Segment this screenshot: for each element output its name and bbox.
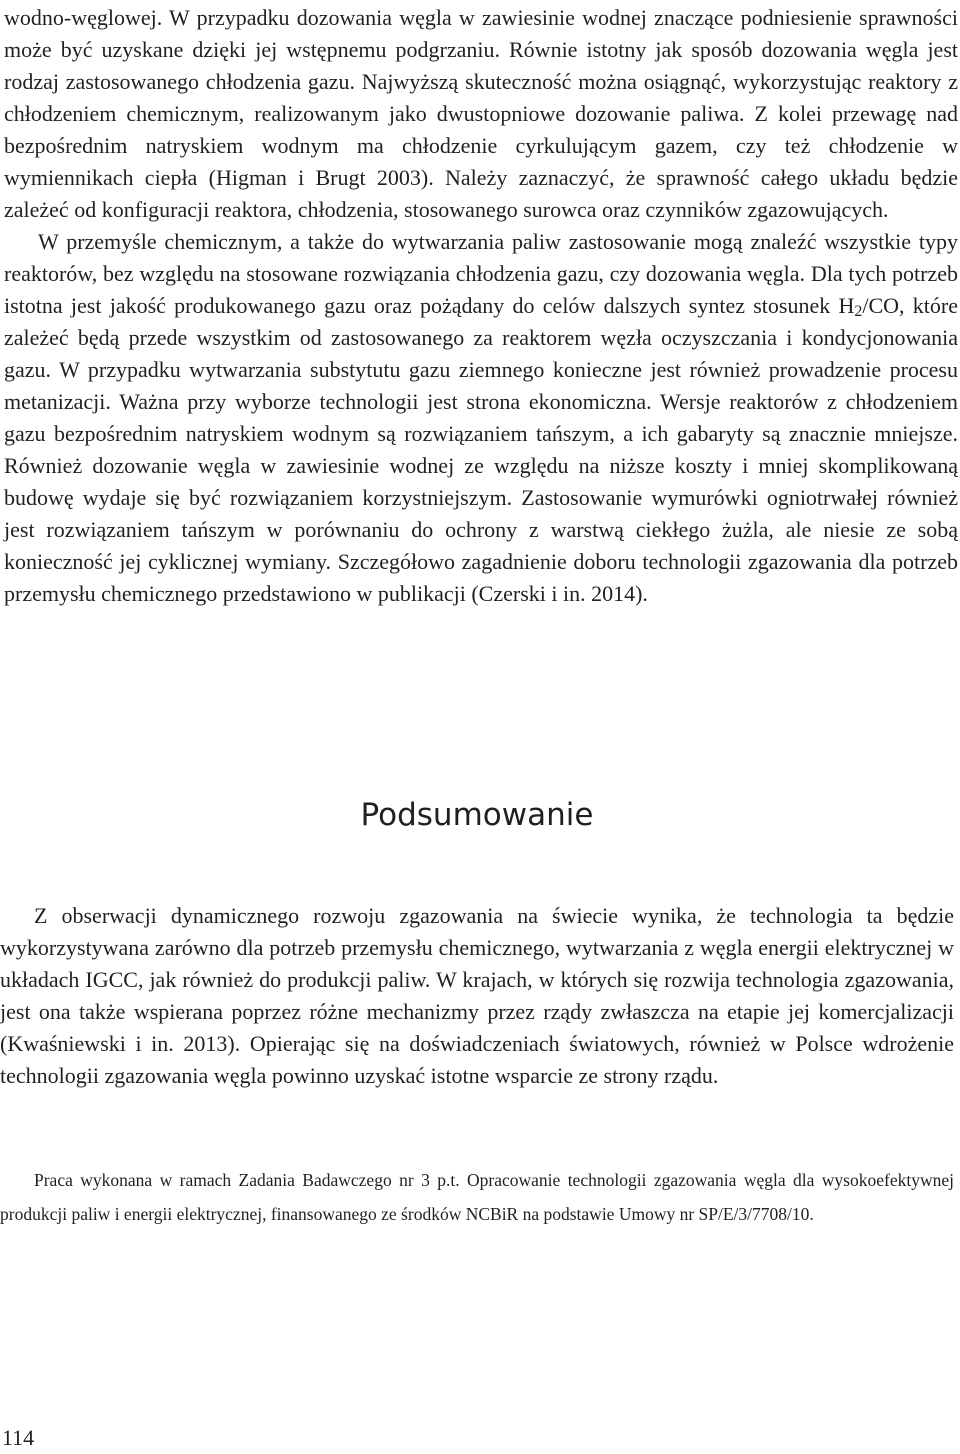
- section-heading-summary: Podsumowanie: [360, 797, 594, 833]
- paragraph-chemical-industry-part1: W przemyśle chemicznym, a także do wytwarzania paliw zastosowanie mogą znaleźć wszystkie typy reaktorów, bez względu na stosowane rozwiązania chłodzenia gazu, czy dozowania węgla. Dla tych potrzeb istotna jest jakość produkowanego gazu oraz pożądany do celów dalszych syntez stosunek H: [4, 229, 958, 318]
- paragraph-summary: Z obserwacji dynamicznego rozwoju zgazowania na świecie wynika, że technologia ta będzie wykorzystywana zarówno dla potrzeb przemysłu chemicznego, wytwarzania z węgla energii elektrycznej w układach IGCC, jak również do produkcji paliw. W krajach, w których się rozwija technologia zgazowania, jest ona także wspierana poprzez różne mechanizmy przez rządy zwłaszcza na etapie jej komercjalizacji (Kwaśniewski i in. 2013). Opierając się na doświadczeniach światowych, również w Polsce wdrożenie technologii zgazowania węgla powinno uzyskać istotne wsparcie ze strony rządu.: [0, 903, 954, 1088]
- page-number: 114: [2, 1425, 35, 1450]
- page-body: [4, 0, 958, 610]
- paragraph-chemical-industry: [4, 226, 958, 610]
- paragraph-chemical-industry-part2: /CO, które zależeć będą przede wszystkim od zastosowanego za reaktorem węzła oczyszczania i kondycjonowania gazu. W przypadku wytwarzania substytutu gazu ziemnego konieczne jest również prowadzenie procesu metanizacji. Ważna przy wyborze technologii jest strona ekonomiczna. Wersje reaktorów z chłodzeniem gazu bezpośrednim natryskiem wodnym są rozwiązaniem tańszym, a ich gabaryty są znacznie mniejsze. Również dozowanie węgla w zawiesinie wodnej ze względu na niższe koszty i mniej skomplikowaną budowę wydaje się być rozwiązaniem korzystniejszym. Zastosowanie wymurówki ogniotrwałej również jest rozwiązaniem tańszym w porównaniu do ochrony z warstwą ciekłego żużla, ale niesie ze sobą konieczność jej cyklicznej wymiany. Szczegółowo zagadnienie doboru technologii zgazowania dla potrzeb przemysłu chemicznego przedstawiono w publikacji (Czerski i in. 2014).: [4, 293, 958, 606]
- subscript-2: 2: [854, 303, 863, 320]
- acknowledgement-note: Praca wykonana w ramach Zadania Badawczego nr 3 p.t. Opracowanie technologii zgazowania węgla dla wysokoefektywnej produkcji paliw i energii elektrycznej, finansowanego ze środków NCBiR na podstawie Umowy nr SP/E/3/7708/10.: [0, 1170, 954, 1224]
- paragraph-gas-cooling: wodno-węglowej. W przypadku dozowania węgla w zawiesinie wodnej znaczące podniesienie sprawności może być uzyskane dzięki jej wstępnemu podgrzaniu. Równie istotny jak sposób dozowania węgla jest rodzaj zastosowanego chłodzenia gazu. Najwyższą skuteczność można osiągnąć, wykorzystując reaktory z chłodzeniem chemicznym, realizowanym jako dwustopniowe dozowanie paliwa. Z kolei przewagę nad bezpośrednim natryskiem wodnym ma chłodzenie cyrkulującym gazem, czy też chłodzenie w wymiennikach ciepła (Higman i Brugt 2003). Należy zaznaczyć, że sprawność całego układu będzie zależeć od konfiguracji reaktora, chłodzenia, stosowanego surowca oraz czynników zgazowujących.: [4, 5, 958, 222]
